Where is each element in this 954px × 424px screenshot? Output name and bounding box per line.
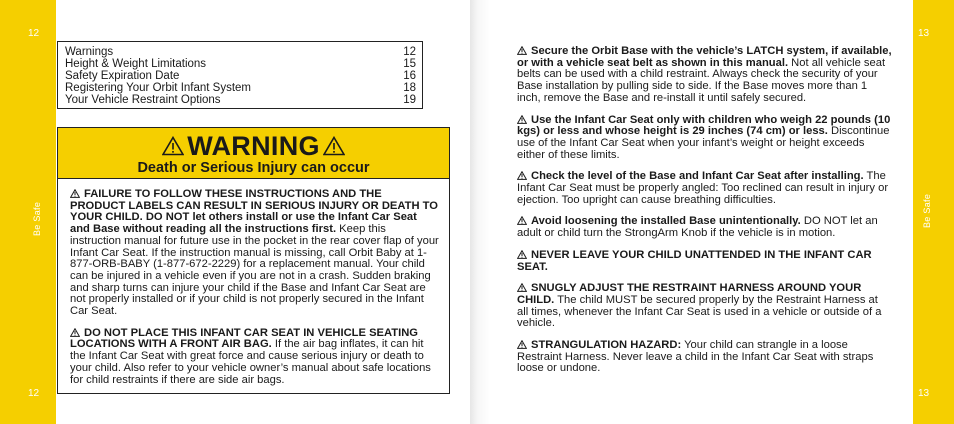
toc-page: 18 bbox=[403, 82, 416, 94]
left-yellow-strip bbox=[0, 0, 56, 424]
toc-page: 16 bbox=[403, 70, 416, 82]
warning-triangle-icon bbox=[517, 340, 527, 349]
warning-paragraph bbox=[517, 340, 892, 375]
warning-triangle-icon bbox=[517, 171, 527, 180]
warning-paragraph bbox=[517, 171, 892, 206]
page-number-left-bottom: 12 bbox=[28, 388, 40, 399]
toc-title: Safety Expiration Date bbox=[65, 70, 180, 82]
toc-row[interactable] bbox=[65, 58, 416, 70]
warning-subtitle: Death or Serious Injury can occur bbox=[137, 160, 370, 176]
warning-triangle-icon bbox=[517, 216, 527, 225]
toc-row[interactable] bbox=[65, 46, 416, 58]
right-page-column bbox=[517, 46, 892, 385]
warning-triangle-icon bbox=[323, 136, 345, 156]
paragraph-bold: STRANGULATION HAZARD: bbox=[531, 339, 682, 352]
paragraph-bold: Check the level of the Base and Infant Car Seat after installing. bbox=[531, 170, 864, 183]
right-yellow-strip bbox=[913, 0, 954, 424]
paragraph-bold: Secure the Orbit Base with the vehicle’s LATCH system, if available, or with a vehicle seat belt as shown in this manual. bbox=[517, 45, 892, 69]
paragraph-text: The Infant Car Seat must be properly angled: Too reclined can result in injury or ejection. Too upright can cause breathing difficulties. bbox=[517, 170, 889, 206]
paragraph-bold: FAILURE TO FOLLOW THESE INSTRUCTIONS AND THE PRODUCT LABELS CAN RESULT IN SERIOUS INJURY OR DEATH TO YOUR CHILD. DO NOT let others install or use the Infant Car Seat and Base without reading all the instructions first. bbox=[70, 188, 438, 236]
warning-paragraph bbox=[70, 189, 439, 318]
warning-triangle-icon bbox=[70, 189, 80, 198]
warning-paragraph bbox=[517, 46, 892, 105]
toc-title: Your Vehicle Restraint Options bbox=[65, 94, 221, 106]
table-of-contents bbox=[57, 41, 423, 109]
warning-paragraph bbox=[517, 216, 892, 239]
warning-body bbox=[58, 179, 449, 386]
warning-triangle-icon bbox=[517, 250, 527, 259]
paragraph-bold: Use the Infant Car Seat only with children who weigh 22 pounds (10 kgs) or less and whose height is 29 inches (74 cm) or less. bbox=[517, 113, 891, 138]
toc-row[interactable] bbox=[65, 70, 416, 82]
paragraph-text: The child MUST be secured properly by the Restraint Harness at all times, whenever the Infant Car Seat is used in a vehicle or outside of a vehicle. bbox=[517, 293, 882, 330]
toc-row[interactable] bbox=[65, 82, 416, 94]
page-number-right-top: 13 bbox=[918, 28, 930, 39]
toc-row[interactable] bbox=[65, 94, 416, 106]
toc-title: Registering Your Orbit Infant System bbox=[65, 82, 252, 94]
paragraph-text: Discontinue use of the Infant Car Seat when your infant’s weight or height exceeds either of these limits. bbox=[517, 125, 890, 161]
warning-triangle-icon bbox=[70, 328, 80, 337]
toc-page: 15 bbox=[403, 58, 416, 70]
toc-page: 19 bbox=[403, 94, 416, 106]
paragraph-bold: SNUGLY ADJUST THE RESTRAINT HARNESS AROUND YOUR CHILD. bbox=[517, 282, 862, 306]
paragraph-text: Keep this instruction manual for future use in the pocket in the rear cover flap of your Infant Car Seat. If the instruction manual is missing, call Orbit Baby at 1-877-ORB-BABY (1-877-672-2229) for a replacement manual. Your child can be injured in a vehicle even if you are not in a crash. Sudden braking and sharp turns can injure your child if the Base and Infant Car Seat are not properly installed or if your child is not properly secured in the Infant Car Seat. bbox=[70, 223, 439, 318]
warning-triangle-icon bbox=[517, 115, 527, 124]
warning-paragraph bbox=[517, 115, 892, 162]
warning-title: WARNING bbox=[187, 131, 320, 161]
paragraph-text: Your child can strangle in a loose Restraint Harness. Never leave a child in the Infant Car Seat with straps loose or undone. bbox=[517, 339, 874, 375]
warning-paragraph bbox=[517, 250, 892, 273]
warning-triangle-icon bbox=[517, 46, 527, 55]
paragraph-text: Not all vehicle seat belts can be used with a child restraint. Always check the security of your Base installation by pulling side to side. If the Base moves more than 1 inch, remove the Base and re-install it until safely secured. bbox=[517, 56, 886, 104]
paragraph-bold: NEVER LEAVE YOUR CHILD UNATTENDED IN THE INFANT CAR SEAT. bbox=[517, 248, 872, 273]
paragraph-bold: Avoid loosening the installed Base unintentionally. bbox=[531, 215, 801, 228]
warning-paragraph bbox=[70, 328, 439, 387]
toc-title: Warnings bbox=[65, 46, 114, 58]
page-number-right-bottom: 13 bbox=[918, 388, 930, 399]
warning-header bbox=[58, 128, 449, 179]
warning-box bbox=[57, 127, 450, 394]
side-label-left: Be Safe bbox=[32, 201, 42, 236]
warning-triangle-icon bbox=[162, 136, 184, 156]
book-spine bbox=[470, 0, 490, 424]
side-label-right: Be Safe bbox=[922, 193, 932, 228]
warning-paragraph bbox=[517, 283, 892, 330]
paragraph-bold: DO NOT PLACE THIS INFANT CAR SEAT IN VEHICLE SEATING LOCATIONS WITH A FRONT AIR BAG. bbox=[70, 326, 418, 351]
toc-page: 12 bbox=[403, 46, 416, 58]
warning-title-row bbox=[58, 132, 449, 160]
page-number-left-top: 12 bbox=[28, 28, 40, 39]
paragraph-text: DO NOT let an adult or child turn the StrongArm Knob if the vehicle is in motion. bbox=[517, 215, 878, 240]
warning-triangle-icon bbox=[517, 283, 527, 292]
paragraph-text: If the air bag inflates, it can hit the Infant Car Seat with great force and cause serious injury or death to your child. Also refer to your vehicle owner’s manual about safe locations for child restraints if there are side air bags. bbox=[70, 338, 431, 386]
toc-title: Height & Weight Limitations bbox=[65, 58, 207, 70]
